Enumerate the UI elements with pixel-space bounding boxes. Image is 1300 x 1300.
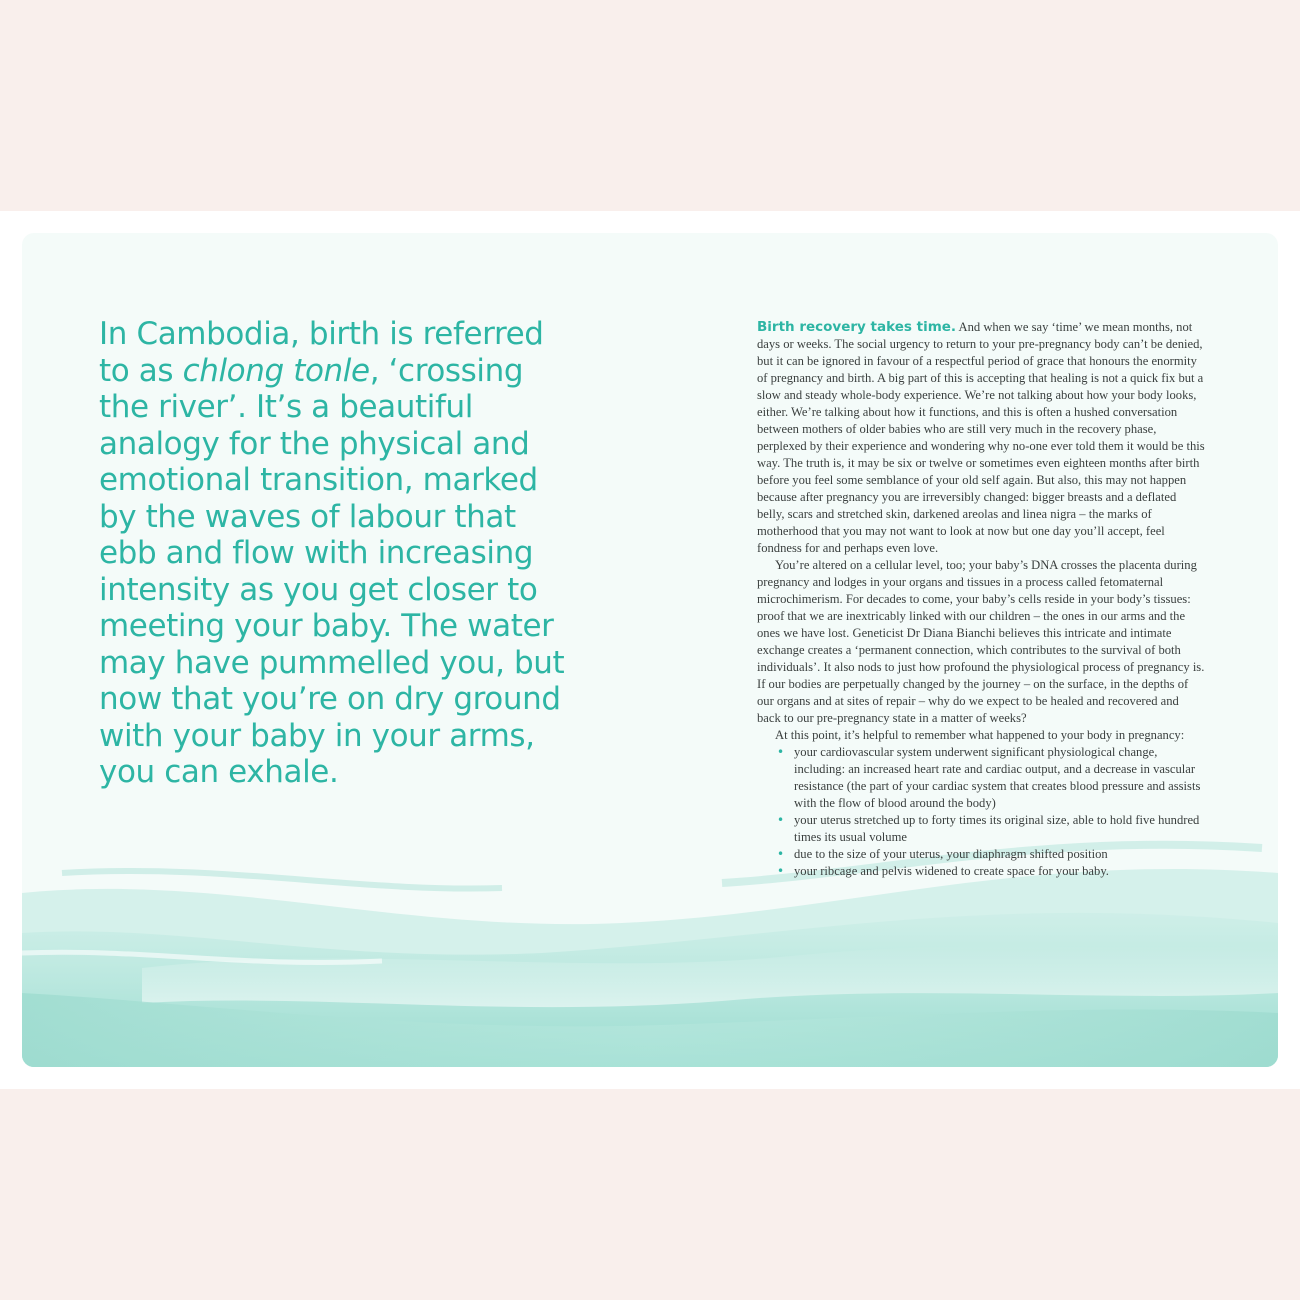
book-spread (22, 233, 1278, 1067)
bullet-icon: • (777, 864, 785, 878)
wave-streak-1 (62, 871, 502, 889)
bottom-background-band (0, 1089, 1300, 1300)
bullet-icon: • (777, 813, 785, 827)
body-text-column (757, 319, 1205, 880)
pull-quote-khmer-term: chlong tonle (182, 352, 370, 389)
body-paragraph-2: You’re altered on a cellular level, too; your baby’s DNA crosses the placenta during pregnancy and lodges in your organs and tissues in a process called fetomaternal microchimerism. For decades to come, your baby’s cells reside in your body’s tissues: proof that we are inextricably linked with our children – the ones in our arms and the ones we have lost. Geneticist Dr Diana Bianchi believes this intricate and intimate exchange creates a ‘permanent connection, which contributes to the survival of both individuals’. It also nods to just how profound the physiological process of pregnancy is. If our bodies are perpetually changed by the journey – on the surface, in the depths of our organs and at sites of repair – why do we expect to be healed and recovered and back to our pre-pregnancy state in a matter of weeks? (757, 558, 1205, 725)
top-background-band (0, 0, 1300, 211)
list-item (777, 744, 1205, 812)
body-paragraph-3: At this point, it’s helpful to remember what happened to your body in pregnancy: (775, 728, 1185, 742)
list-item-text: your cardiovascular system underwent significant physiological change, including: an increased heart rate and cardiac output, and a decrease in vascular resistance (the part of your cardiac system that creates blood pressure and assists with the flow of blood around the body) (794, 745, 1201, 810)
list-item-text: your ribcage and pelvis widened to create space for your baby. (794, 864, 1109, 878)
bullet-icon: • (777, 847, 785, 861)
pull-quote-end: , ‘crossing the river’. It’s a beautiful analogy for the physical and emotional transition, marked by the waves of labour that ebb and flow with increasing intensity as you get closer to meeting your baby. The water may have pummelled you, but now that you’re on dry ground with your baby in your arms, you can exhale. (99, 352, 565, 790)
list-item-text: your uterus stretched up to forty times its original size, able to hold five hundred times its usual volume (794, 813, 1200, 844)
bullet-icon: • (777, 745, 785, 759)
pull-quote-start: In Cambodia, birth is referred to as (99, 316, 544, 389)
lead-in-heading: Birth recovery takes time. (757, 319, 957, 335)
list-item (777, 846, 1205, 863)
pull-quote (99, 316, 569, 791)
list-item (777, 863, 1205, 880)
body-paragraph-1 (757, 319, 1205, 557)
list-item-text: due to the size of your uterus, your diaphragm shifted position (794, 847, 1108, 861)
pregnancy-changes-list (757, 744, 1205, 880)
list-item (777, 812, 1205, 846)
paragraph-1-text: And when we say ‘time’ we mean months, not days or weeks. The social urgency to return to your pre-pregnancy body can’t be denied, but it can be ignored in favour of a respectful period of grace that honours the enormity of pregnancy and birth. A big part of this is accepting that healing is not a quick fix but a slow and steady whole-body experience. We’re not talking about how your body looks, either. We’re talking about how it functions, and this is often a hushed conversation between mothers of older babies who are still very much in the recovery phase, perplexed by their experience and wondering why no-one ever told them it would be this way. The truth is, it may be six or twelve or sometimes even eighteen months after birth before you feel some semblance of your old self again. But also, this may not happen because after pregnancy you are irreversibly changed: bigger breasts and a deflated belly, scars and stretched skin, darkened areolas and linea nigra – the marks of motherhood that you may not want to look at now but one day you’ll accept, feel fondness for and perhaps even love. (757, 320, 1205, 555)
